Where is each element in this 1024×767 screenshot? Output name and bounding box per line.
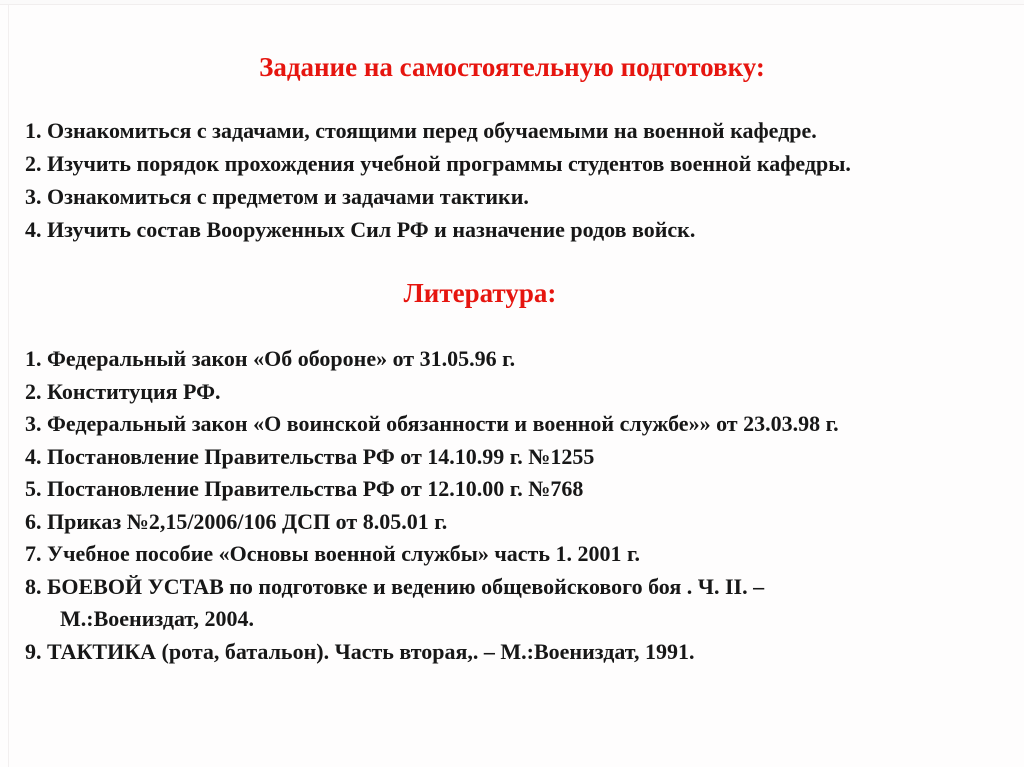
literature-item: 5. Постановление Правительства РФ от 12.10.00 г. №768 xyxy=(25,476,584,501)
literature-item: 6. Приказ №2,15/2006/106 ДСП от 8.05.01 г. xyxy=(25,508,448,534)
literature-item: 9. ТАКТИКА (рота, батальон). Часть вторая,. – М.:Воениздат, 1991. xyxy=(25,638,695,664)
literature-item: 3. Федеральный закон «О воинской обязанности и военной службе»» от 23.03.98 г. xyxy=(25,411,839,436)
literature-item: 1. Федеральный закон «Об обороне» от 31.05.96 г. xyxy=(25,346,516,371)
task-item: 4. Изучить состав Вооруженных Сил РФ и назначение родов войск. xyxy=(25,217,696,242)
literature-item: 8. БОЕВОЙ УСТАВ по подготовке и ведению общевойскового боя . Ч. II. – xyxy=(25,573,765,599)
task-item: 1. Ознакомиться с задачами, стоящими перед обучаемыми на военной кафедре. xyxy=(25,118,817,143)
task-item: 3. Ознакомиться с предметом и задачами тактики. xyxy=(25,184,529,209)
task-item: 2. Изучить порядок прохождения учебной программы студентов военной кафедры. xyxy=(25,151,851,176)
slide-title: Задание на самостоятельную подготовку: xyxy=(259,52,765,82)
literature-item: 4. Постановление Правительства РФ от 14.10.99 г. №1255 xyxy=(25,443,595,469)
literature-item: 2. Конституция РФ. xyxy=(25,378,221,404)
tasks-list xyxy=(25,114,1018,246)
slide-left-border xyxy=(8,5,9,767)
literature-heading: Литература: xyxy=(403,278,557,308)
literature-item: 7. Учебное пособие «Основы военной службы» часть 1. 2001 г. xyxy=(25,541,641,566)
literature-item: М.:Воениздат, 2004. xyxy=(60,606,255,631)
literature-list xyxy=(25,343,1018,668)
slide-top-border xyxy=(0,0,1024,5)
